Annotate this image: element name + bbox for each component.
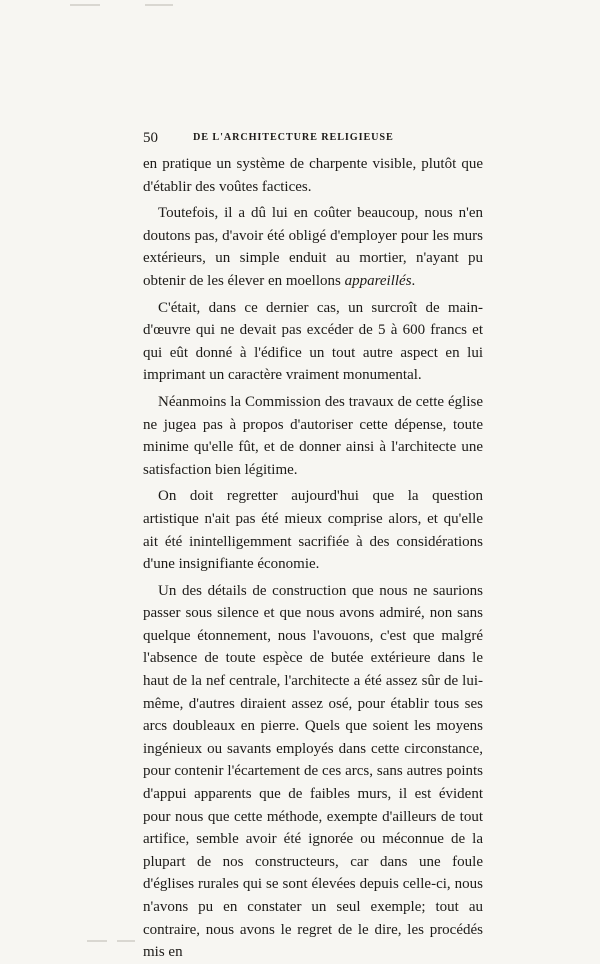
page-header — [143, 130, 483, 150]
page-number: 50 — [143, 130, 158, 146]
paragraph: C'était, dans ce dernier cas, un surcroît de main-d'œuvre qui ne devait pas excéder de 5 à 600 francs et qui eût donné à l'édifice un tout autre aspect en lui imprimant un caractère vraiment monumental. — [143, 299, 483, 384]
scan-artifact — [70, 4, 100, 6]
paragraph-text: . — [411, 272, 416, 289]
paragraph: Néanmoins la Commission des travaux de cette église ne jugea pas à propos d'autoriser cette dépense, toute minime qu'elle fût, et de donner ainsi à l'architecte une satisfaction bien légitime. — [143, 393, 483, 478]
paragraph: On doit regretter aujourd'hui que la question artistique n'ait pas été mieux comprise alors, et qu'elle ait été inintelligemment sacrifiée à des considérations d'une insignifiante économie. — [143, 488, 483, 573]
italic-term: appareillés — [344, 272, 412, 289]
scan-artifact — [87, 940, 107, 942]
paragraph: en pratique un système de charpente visible, plutôt que d'établir des voûtes factices. — [143, 156, 483, 195]
scan-artifact — [145, 4, 173, 6]
paragraph: Un des détails de construction que nous ne saurions passer sous silence et que nous avons admiré, non sans quelque étonnement, nous l'avouons, c'est que malgré l'absence de toute espèce de butée extérieure dans le haut de la nef centrale, l'architecte a été assez sûr de lui-même, d'autres diraient assez osé, pour établir tous ses arcs doubleaux en pierre. Quels que soient les moyens ingénieux ou savants employés dans cette circonstance, pour contenir l'écartement de ces arcs, sans autres points d'appui apparents que de faibles murs, il est évident pour nous que cette méthode, exempte d'ailleurs de tout artifice, semble avoir été ignorée ou méconnue de la plupart de nos constructeurs, car dans une foule d'églises rurales qui se sont élevées depuis celle-ci, nous n'avons pu en constater un seul exemple; tout au contraire, nous avons le regret de le dire, les procédés mis en — [143, 582, 483, 961]
scan-artifact — [117, 940, 135, 942]
body-text — [143, 153, 483, 964]
paragraph-text: Toutefois, il a dû lui en coûter beaucoup, nous n'en doutons pas, d'avoir été obligé d'employer pour les murs extérieurs, un simple enduit au mortier, n'ayant pu obtenir de les élever en moellons — [143, 205, 483, 289]
running-title: DE L'ARCHITECTURE RELIGIEUSE — [193, 132, 394, 143]
paragraph — [143, 202, 483, 292]
